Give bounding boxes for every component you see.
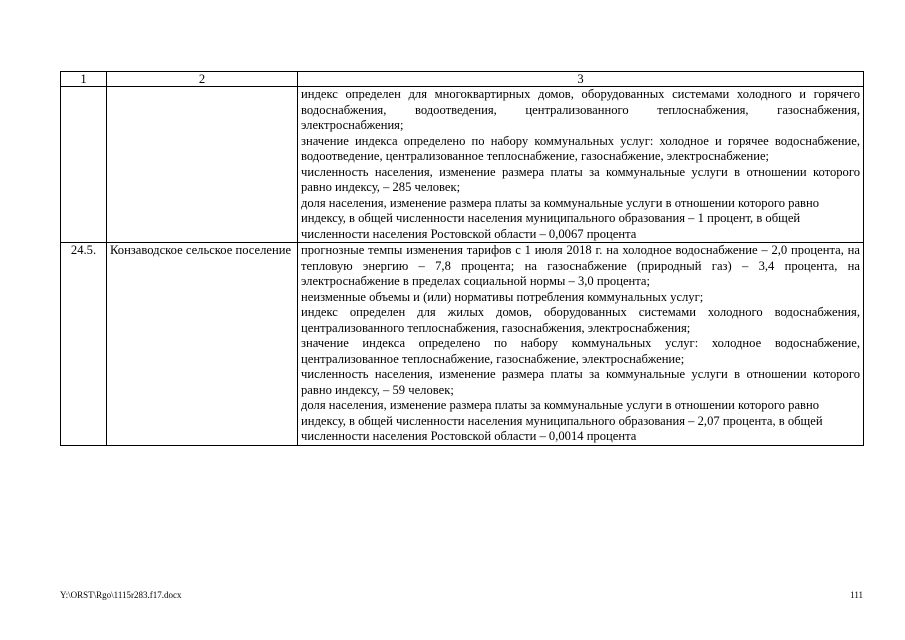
table-row: [61, 243, 864, 446]
tariff-table: [60, 71, 864, 446]
header-cell-1: 1: [61, 72, 107, 87]
footer-file-path: Y:\ORST\Rgo\1115r283.f17.docx: [60, 590, 182, 600]
row-description: [298, 243, 864, 446]
description-paragraph: численность населения, изменение размера платы за коммунальные услуги в отношении которого равно индексу, – 59 человек;: [301, 367, 860, 397]
description-paragraph: численность населения, изменение размера платы за коммунальные услуги в отношении которого равно индексу, – 285 человек;: [301, 164, 860, 194]
description-paragraph: неизменные объемы и (или) нормативы потребления коммунальных услуг;: [301, 289, 704, 304]
row-number: [61, 87, 107, 243]
description-paragraph: прогнозные темпы изменения тарифов с 1 июля 2018 г. на холодное водоснабжение – 2,0 процента, на тепловую энергию – 7,8 процента; на газоснабжение (природный газ) – 3,4 процента, на электроснабжение в пределах социальной нормы – 3,0 процента;: [301, 243, 860, 288]
row-description: [298, 87, 864, 243]
row-number: 24.5.: [61, 243, 107, 446]
footer-page-number: 111: [850, 590, 863, 600]
description-paragraph: доля населения, изменение размера платы за коммунальные услуги в отношении которого равно индексу, в общей численности населения муниципального образования – 2,07 процента, в общей численности населения Ростовской области – 0,0014 процента: [301, 398, 823, 443]
row-municipality: [107, 87, 298, 243]
description-paragraph: значение индекса определено по набору коммунальных услуг: холодное и горячее водоснабжение, водоотведение, централизованное теплоснабжение, газоснабжение, электроснабжение;: [301, 133, 860, 163]
description-paragraph: индекс определен для жилых домов, оборудованных системами холодного водоснабжения, централизованного теплоснабжения, газоснабжения, электроснабжения;: [301, 305, 860, 335]
table-header-row: [61, 72, 864, 87]
row-municipality: Конзаводское сельское поселение: [107, 243, 298, 446]
header-cell-2: 2: [107, 72, 298, 87]
description-paragraph: доля населения, изменение размера платы за коммунальные услуги в отношении которого равно индексу, в общей численности населения муниципального образования – 1 процент, в общей численности населения Ростовской области – 0,0067 процента: [301, 195, 820, 241]
header-cell-3: 3: [298, 72, 864, 87]
table-row: [61, 87, 864, 243]
description-paragraph: индекс определен для многоквартирных домов, оборудованных системами холодного и горячего водоснабжения, водоотведения, централизованного теплоснабжения, газоснабжения, электроснабжения;: [301, 87, 860, 132]
description-paragraph: значение индекса определено по набору коммунальных услуг: холодное водоснабжение, централизованное теплоснабжение, газоснабжение, электроснабжение;: [301, 336, 860, 366]
